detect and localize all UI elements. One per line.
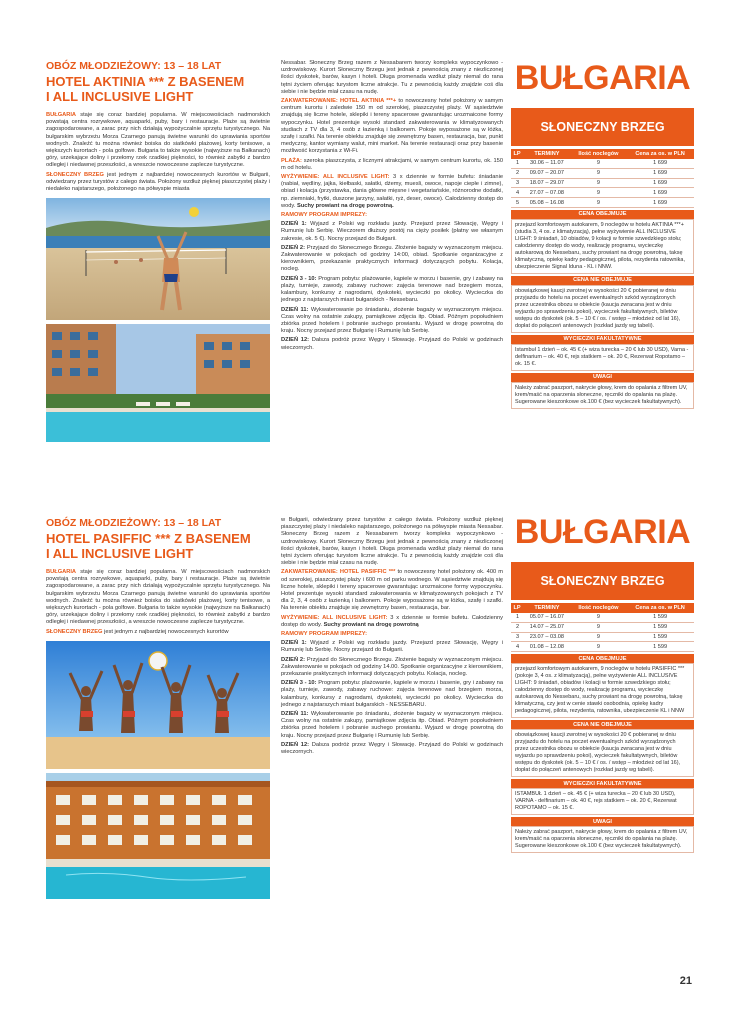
offer-middle-column xyxy=(281,517,503,758)
excursions-text: ISTAMBUŁ 1 dzień – ok. 45 € (+ wiza turecka – 20 € lub 30 USD), VARNA - delfinarium – ok. 40 €, rejs statkiem – ok. 20 €, Rezerwat ROPOTAMO – ok. 15 €. xyxy=(511,788,694,815)
program-label: RAMOWY PROGRAM IMPREZY: xyxy=(281,212,368,219)
table-row xyxy=(511,632,694,642)
cell: 1 699 xyxy=(626,188,694,198)
accommodation-text: to nowoczesny hotel położony w samym centrum kurortu i zaledwie 150 m od szerokiej, piaszczystej plaży. W sąsiedztwie znajdują się liczne hotele, sklepiki i tereny spacerowe gwarantując urozmaicone formy wypoczynku. Hotel prezentuje wysoki standard zakwaterowania w klimatyzowanych studiach z TV dla 3, 4 osób z łazienką i balkonem. Pokoje wyposażone są w łóżka, szafę i szafki. Na terenie obiektu znajduje się zewnętrzny basen, restauracja, bar, punkt medyczny, kantor wymiany walut, mini market. Na terenie restauracji oraz przy basenie możliwość korzystania z Wi-Fi. xyxy=(281,98,503,155)
program-day: DZIEŃ 1: xyxy=(281,640,307,647)
cell: 01.08 – 12.08 xyxy=(523,642,571,652)
cell: 1 699 xyxy=(626,168,694,178)
program-text: Wykwaterowanie po śniadaniu, złożenie bagaży w wyznaczonym miejscu. Czas wolny na ostatnie zakupy, pamiątkowe zdjęcia itp. Obiad. Późnym popołudniem zbiórka przed hotelem i pobranie suchego prowiantu. Wyjazd w drogę powrotną do kraju. Nocny przejazd przez Bułgarię i Rumunię lub Serbię. xyxy=(281,306,503,335)
cell: 27.07 – 07.08 xyxy=(523,188,571,198)
col-price: Cena za os. w PLN xyxy=(626,603,694,613)
board-label: WYŻYWIENIE: ALL INCLUSIVE LIGHT: xyxy=(281,614,388,621)
cell: 9 xyxy=(571,632,626,642)
table-row xyxy=(511,622,694,632)
table-row xyxy=(511,159,694,168)
col-nights: Ilość noclegów xyxy=(571,149,626,159)
cell: 1 699 xyxy=(626,198,694,208)
cell: 9 xyxy=(571,642,626,652)
program-day: DZIEŃ 3 - 10: xyxy=(281,680,317,687)
program-day: DZIEŃ 1: xyxy=(281,221,307,228)
program-text: Przyjazd do Słonecznego Brzegu. Złożenie bagaży w wyznaczonym miejscu. Zakwaterowanie w pokojach od godziny 14.00. Spotkanie organizacyjne z kierownikiem, przekazanie praktycznych informacji dotyczących pobytu. Kolacja, nocleg. xyxy=(281,656,503,678)
notes-header: UWAGI xyxy=(511,373,694,382)
dates-table xyxy=(511,149,694,208)
offer-info-column xyxy=(511,512,694,853)
price-excludes-text: obowiązkowej kaucji zwrotnej w wysokości 20 € pobieranej w dniu przyjazdu do hotelu na poczet ewentualnych szkód wyrządzonych przez uczestnika obozu w obiekcie (kaucja zwracana jest w dniu wyjazdu po sprawdzeniu pokoi), wycieczek fakultatywnych, biletów wstępu do dyskotek (ok. 5 – 10 € / os. / wstęp – młodzież od lat 16), dopłat do połączeń antenowych (rozkład jazdy wg tabeli). xyxy=(511,285,694,333)
cell: 1 xyxy=(511,613,523,622)
cell: 9 xyxy=(571,178,626,188)
board-text: 3 x dziennie w formie bufetu. Całodzienny dostęp do wody. xyxy=(281,614,503,628)
program-text: Dalsza podróż przez Węgry i Słowację. Przyjazd do Polski w godzinach wieczornych. xyxy=(281,337,503,351)
col-lp: LP xyxy=(511,149,523,159)
dates-table xyxy=(511,603,694,652)
resort-description: w Bułgarii, odwiedzany przez turystów z całego świata. Położony wzdłuż pięknej piaszczystej plaży i niedaleko najstarszego, położonego na półwyspie miasta Nessabar. Słoneczny Brzeg razem z Nessabarem tworzy kompleks wypoczynkowo - uzdrowiskowy. Kurort Słoneczny Brzegu jest jednak z pewnością znany z niezliczonej ilości dyskotek, barów, kasyn i hoteli. Długa promenada wzdłuż plaży niemal do rana tętni życiem oferując turystom liczne atrakcje. Tu z pewnością każdy znajdzie coś dla siebie i nie będzie miał czasu na nudę. xyxy=(281,517,503,567)
program-day: DZIEŃ 11: xyxy=(281,306,309,313)
cell: 9 xyxy=(571,622,626,632)
program-day: DZIEŃ 3 - 10: xyxy=(281,275,317,282)
cell: 4 xyxy=(511,188,523,198)
program-day: DZIEŃ 12: xyxy=(281,741,310,748)
program-day: DZIEŃ 12: xyxy=(281,337,310,344)
offer-middle-column xyxy=(281,60,503,354)
program-text: Przyjazd do Słonecznego Brzegu. Złożenie bagaży w wyznaczonym miejscu. Zakwaterowanie w pokojach od godziny 14:00, obiad. Spotkanie organizacyjne z kierownikiem, przekazanie praktycznych informacji dotyczących pobytu. Kolacja, nocleg. xyxy=(281,244,503,273)
price-includes-header: CENA OBEJMUJE xyxy=(511,210,694,219)
notes-text: Należy zabrać paszport, nakrycie głowy, krem do opalania z filtrem UV, krem/maść na oparzenia słoneczne, ręczniki do opalania na plażę. Sugerowane kieszonkowe ok.100 € (bez wycieczek fakultatywnych). xyxy=(511,826,694,853)
program-text: Wyjazd z Polski wg rozkładu jazdy. Przejazd przez Słowację, Węgry i Rumunię lub Serbię. Wieczorem dłuższy postój na cięży posiłek (płatny we własnym zakresie, ok. 5 €). Nocny przejazd do Bułgarii. xyxy=(281,221,503,242)
cell: 9 xyxy=(571,188,626,198)
bulgaria-label: BUŁGARIA xyxy=(46,112,77,118)
notes-text: Należy zabrać paszport, nakrycie głowy, krem do opalania z filtrem UV, krem/maść na oparzenia słoneczne, ręczniki do opalania na plażę. Sugerowane kieszonkowe ok.100 € (bez wycieczek fakultatywnych). xyxy=(511,382,694,409)
program-text: Program pobytu: plażowanie, kąpiele w morzu i basenie, gry i zabawy na plaży, turnieje, zawody, zabawy ruchowe: zajęcia terenowe nad brzegiem morza, kalambury, konkursy z nagrodami, dyskoteki, wycieczki po okolicy. Wycieczka do jednego z najstarszych miast bułgarskich - Nessebaru. xyxy=(281,275,503,304)
board-text: 3 x dziennie w formie bufetu: śniadanie (nabiał, wędliny, jajka, kiełbaski, sałatki, dżemy, muesli, owoce, napoje ciepłe i zimne), obiad i kolacja (przystawka, dania główne mięsne i wegetariańskie, różnorodne dodatki, np. ziemniaki, frytki, duszone jarzyny, sałatki, ryż, deser, owoce). Całodzienny dostęp do wody. xyxy=(281,174,504,209)
accommodation-text: to nowoczesny hotel położony ok. 400 m od szerokiej, piaszczystej plaży i 600 m od parku wodnego. W sąsiedztwie znajdują się liczne hotele, sklepiki i tereny spacerowe gwarantując urozmaicone formy wypoczynku. Hotel prezentuje wysoki standard zakwaterowania w klimatyzowanych pokojach z TV dla 2, 3, 4 osób z łazienką i balkonem. Pokoje wyposażone są w łóżka, szafę i szafki. Na terenie obiektu znajduje się zewnętrzny basen, restauracja, bar. xyxy=(281,569,503,612)
region-banner: SŁONECZNY BRZEG xyxy=(511,562,694,600)
price-includes-header: CENA OBEJMUJE xyxy=(511,654,694,663)
cell: 2 xyxy=(511,622,523,632)
table-row xyxy=(511,642,694,652)
table-row xyxy=(511,613,694,622)
hotel-title-line2: I ALL INCLUSIVE LIGHT xyxy=(46,546,194,561)
cell: 1 599 xyxy=(626,632,694,642)
cell: 1 699 xyxy=(626,178,694,188)
price-excludes-header: CENA NIE OBEJMUJE xyxy=(511,276,694,285)
cell: 2 xyxy=(511,168,523,178)
hotel-pool-photo xyxy=(46,773,270,899)
page-number: 21 xyxy=(679,975,692,987)
program-day: DZIEŃ 11: xyxy=(281,711,309,718)
cell: 18.07 – 29.07 xyxy=(523,178,571,188)
accommodation-label: ZAKWATEROWANIE: HOTEL PASIFFIC *** xyxy=(281,569,396,576)
hotel-title-line1: HOTEL AKTINIA *** Z BASENEM xyxy=(46,74,245,89)
cell: 9 xyxy=(571,613,626,622)
col-terms: TERMINY xyxy=(523,603,571,613)
cell: 09.07 – 20.07 xyxy=(523,168,571,178)
intro-text xyxy=(46,569,270,636)
cell: 05.07 – 16.07 xyxy=(523,613,571,622)
board-bold: Suchy prowiant na drogę powrotną. xyxy=(297,202,394,209)
table-row xyxy=(511,178,694,188)
hotel-title-line1: HOTEL PASIFFIC *** Z BASENEM xyxy=(46,531,251,546)
table-row xyxy=(511,198,694,208)
offer-left-column xyxy=(46,60,270,446)
offer-subtitle: OBÓZ MŁODZIEŻOWY: 13 – 18 LAT xyxy=(46,517,222,529)
cell: 3 xyxy=(511,632,523,642)
board-bold: Suchy prowiant na drogę powrotną xyxy=(323,621,419,628)
cell: 1 599 xyxy=(626,642,694,652)
beach-volleyball-photo xyxy=(46,198,270,320)
col-price: Cena za os. w PLN xyxy=(626,149,694,159)
cell: 5 xyxy=(511,198,523,208)
price-excludes-header: CENA NIE OBEJMUJE xyxy=(511,720,694,729)
country-title: BUŁGARIA xyxy=(514,59,691,97)
cell: 23.07 – 03.08 xyxy=(523,632,571,642)
intro-text xyxy=(46,112,270,193)
program-day: DZIEŃ 2: xyxy=(281,244,305,251)
price-excludes-text: obowiązkowej kaucji zwrotnej w wysokości 20 € pobieranej w dniu przyjazdu do hotelu na poczet ewentualnych szkód wyrządzonych przez uczestnika obozu w obiekcie (kaucja zwracana jest w dniu wyjazdu po sprawdzeniu pokoi), wycieczek fakultatywnych, biletów wstępu do dyskotek (ok. 5 – 10 € / os. / wstęp – młodzież od lat 16), dopłat do połączeń antenowych (rozkład jazdy wg tabeli). xyxy=(511,729,694,777)
cell: 1 599 xyxy=(626,613,694,622)
col-lp: LP xyxy=(511,603,523,613)
country-title: BUŁGARIA xyxy=(514,513,691,551)
intro-paragraph: staje się coraz bardziej popularna. W miejscowościach nadmorskich powstają centra rozrywkowe, aquaparki, puby, bary i restauracje. Plaże są świetnie zagospodarowane, a zarac przy nich działają wypożyczalnie sprzętu turystycznego. Na bułgarskim wybrzeżu Morza Czarnego panują świetne warunki do uprawiania sportów wodnych. Znaleźć tu można również boiska do siatkówki plażowej, korty tenisowe, a większych kurortach - pola golfowe. Bułgaria to także wysokie (najwyższe na Bałkanach) góry, urzekające doliny i przełomy rzek rzadkiej piękności, to również zabytki z bardzo odległej i niedawnej przeszłości, a wreszcie nowoczesne zaplecze turystyczne. xyxy=(46,112,270,169)
region-banner: SŁONECZNY BRZEG xyxy=(511,108,694,146)
price-includes-text: przejazd komfortowym autokarem, 9 noclegów w hotelu PASIFFIC *** (pokoje 3, 4 os. z klimatyzacją), pełne wyżywienie ALL INCLUSIVE LIGHT: 9 śniadań, obiadów i kolacji w formie szwedzkiego stołu; całodzienny dostęp do wody, realizację programu, wycieczkę autokarową do Nessebaru, suchy prowiant na drogę powrotną, taksę klimatyczną, czy jest w cenie stawki osobodnia, opiekę kadry pedagogicznej, pilota, rezydenta, ratownika, ubezpieczenie KL i NNW xyxy=(511,663,694,718)
program-label: RAMOWY PROGRAM IMPREZY: xyxy=(281,631,368,638)
cell: 9 xyxy=(571,159,626,168)
table-row xyxy=(511,188,694,198)
price-includes-text: przejazd komfortowym autokarem, 9 noclegów w hotelu AKTINIA ***+ (studia 3, 4 os. z klimatyzacją), pełne wyżywienie ALL INCLUSIVE LIGHT: 9 śniadań, 10 obiadów, 9 kolacji w formie szwedzkiego stołu; całodzienny dostęp do wody, realizację programu, wycieczkę autokarową do Nessebaru, suchy prowiant na drogę powrotną, taksę klimatyczną, opiekę kadry pedagogicznej, pilota, rezydenta ratownika, ubezpieczenie Signal Iduna - KL i NNW. xyxy=(511,219,694,274)
sb-paragraph: jest jednym z najbardziej nowoczesnych kurortów w Bułgarii, odwiedzany przez turystów z całego świata. Położony wzdłuż pięknej piaszczystej plaży i niedaleko najstarszego, położonego na półwyspie miasta xyxy=(46,171,270,193)
program-text: Wykwaterowanie po śniadaniu, złożenie bagaży w wyznaczonym miejscu. Czas wolny na ostatnie zakupy, pamiątkowe zdjęcia itp. Obiad. Późnym popołudniem zbiórka przed hotelem i pobranie suchego prowiantu. Wyjazd w drogę powrotną do kraju. Nocny przejazd przez Bułgarię i Rumunię lub Serbię. xyxy=(281,711,503,739)
cell: 1 xyxy=(511,159,523,168)
cell: 1 599 xyxy=(626,622,694,632)
offer-info-column xyxy=(511,58,694,409)
excursions-text: Istambuł 1 dzień – ok. 45 € (+ wiza turecka – 20 € lub 30 USD), Varna - delfinarium – ok. 40 €, rejs statkiem – ok. 20 €, Rezerwat Ropotamo – ok. 15 €. xyxy=(511,344,694,371)
cell: 1 699 xyxy=(626,159,694,168)
col-nights: Ilość noclegów xyxy=(571,603,626,613)
program-day: DZIEŃ 2: xyxy=(281,656,305,663)
offer-left-column xyxy=(46,517,270,903)
table-row xyxy=(511,168,694,178)
cell: 9 xyxy=(571,168,626,178)
program-text: Program pobytu: plażowanie, kąpiele w morzu i basenie, gry i zabawy na plaży, turnieje, zawody, zabawy ruchowe: zajęcia terenowe nad brzegiem morza, kalambury, konkursy z nagrodami, dyskoteki, wycieczki po okolicy. Wycieczka do jednego z najstarszych miast bułgarskich - NESSEBARU. xyxy=(281,680,503,708)
cell: 14.07 – 25.07 xyxy=(523,622,571,632)
hotel-title-line2: I ALL INCLUSIVE LIGHT xyxy=(46,89,194,104)
beach-text: szeroka piaszczysta, z licznymi atrakcjami, w samym centrum kurortu, ok. 150 m od hotelu. xyxy=(281,157,503,171)
notes-header: UWAGI xyxy=(511,817,694,826)
intro-paragraph: staje się coraz bardziej popularna. W miejscowościach nadmorskich powstają centra rozrywkowe, aquaparki, puby, bary i restauracje. Plaże są świetnie zagospodarowane, a zarac przy nich działają wypożyczalnie sprzętu turystycznego. Na bułgarskim wybrzeżu Morza Czarnego panują świetne warunki do uprawiania sportów wodnych. Znaleźć tu można również boiska do siatkówki plażowej, korty tenisowe, a większych kurortach - pola golfowe. Bułgaria to także wysokie (najwyższe na Bałkanach) góry, urzekające doliny i przełomy rzek rzadkiej piękności, to również zabytki z bardzo odległej i niedawnej przeszłości, a wreszcie nowoczesne zaplecze turystyczne. xyxy=(46,569,270,626)
sb-label: SŁONECZNY BRZEG xyxy=(46,171,104,178)
resort-description: Nessabar. Słoneczny Brzeg razem z Nessabarem tworzy kompleks wypoczynkowo - uzdrowiskowy. Kurort Słoneczny Brzegu jest jednak z pewnością znany z niezliczonej ilości dyskotek, barów, kasyn i hoteli. Długa promenada wzdłuż plaży niemal do rana tętni życiem oferując turystom liczne atrakcje. Tu z pewnością każdy znajdzie coś dla siebie i nie będzie miał czasu na nudę. xyxy=(281,60,503,95)
cell: 30.06 – 11.07 xyxy=(523,159,571,168)
program-text: Wyjazd z Polski wg rozkładu jazdy. Przejazd przez Słowację, Węgry i Rumunię lub Serbię. Nocny przejazd do Bułgarii. xyxy=(281,640,503,654)
offer-subtitle: OBÓZ MŁODZIEŻOWY: 13 – 18 LAT xyxy=(46,60,222,72)
program-text: Dalsza podróż przez Węgry i Słowację. Przyjazd do Polski w godzinach wieczornych. xyxy=(281,741,503,756)
excursions-header: WYCIECZKI FAKULTATYWNE xyxy=(511,335,694,344)
sb-label: SŁONECZNY BRZEG xyxy=(46,628,103,635)
excursions-header: WYCIECZKI FAKULTATYWNE xyxy=(511,779,694,788)
beach-label: PLAŻA: xyxy=(281,157,302,164)
bulgaria-label: BUŁGARIA xyxy=(46,569,77,575)
cell: 9 xyxy=(571,198,626,208)
col-terms: TERMINY xyxy=(523,149,571,159)
cell: 3 xyxy=(511,178,523,188)
cell: 4 xyxy=(511,642,523,652)
cell: 05.08 – 16.08 xyxy=(523,198,571,208)
accommodation-label: ZAKWATEROWANIE: HOTEL AKTINIA ***+ xyxy=(281,98,397,105)
beach-volleyball-group-photo xyxy=(46,641,270,769)
sb-paragraph: jest jednym z najbardziej nowoczesnych kurortów xyxy=(104,628,229,635)
hotel-pool-photo xyxy=(46,324,270,442)
board-label: WYŻYWIENIE: ALL INCLUSIVE LIGHT: xyxy=(281,174,390,181)
